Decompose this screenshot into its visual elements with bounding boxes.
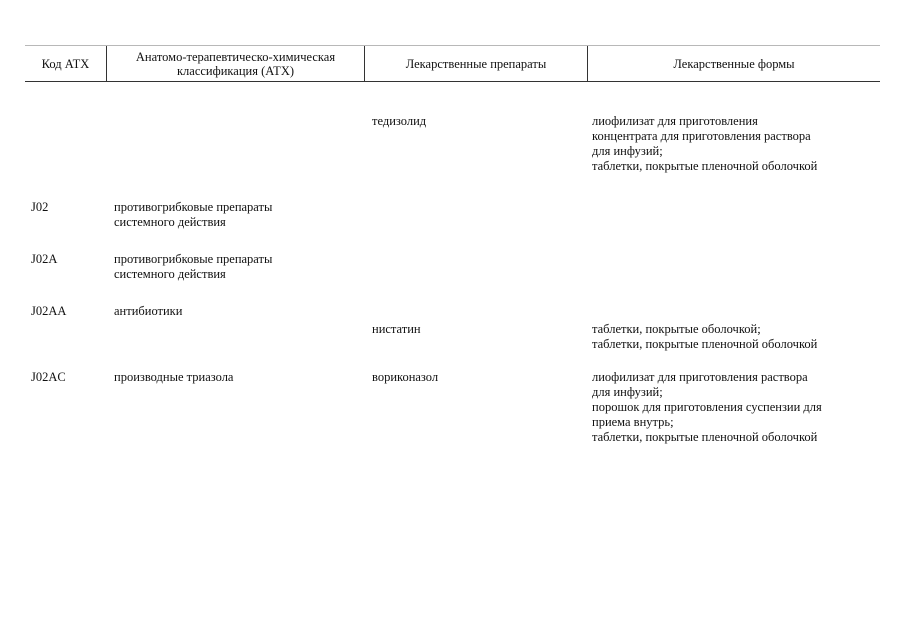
classification-line: антибиотики [114,304,183,318]
classification-line: противогрибковые препараты [114,252,273,266]
row-classification [114,252,364,282]
classification-line: системного действия [114,215,226,229]
header-classification: Анатомо-терапевтическо-химическая классификация (АТХ) [107,46,365,81]
row-drug: вориконазол [372,370,439,384]
form-line: таблетки, покрытые оболочкой; [592,322,761,336]
table-header [25,45,880,82]
row-code: J02 [31,200,49,214]
form-line: приема внутрь; [592,415,674,429]
row-forms [592,370,882,445]
form-line: таблетки, покрытые пленочной оболочкой [592,430,818,444]
row-classification [114,304,364,319]
header-drugs: Лекарственные препараты [365,46,588,81]
header-forms: Лекарственные формы [673,56,795,71]
form-line: таблетки, покрытые пленочной оболочкой [592,337,818,351]
classification-line: противогрибковые препараты [114,200,273,214]
row-code: J02AC [31,370,66,384]
header-code: Код АТХ [25,46,107,81]
form-line: порошок для приготовления суспензии для [592,400,822,414]
form-line: таблетки, покрытые пленочной оболочкой [592,159,818,173]
drug-table [25,45,880,444]
row-code: J02A [31,252,58,266]
classification-line: производные триазола [114,370,234,384]
form-line: для инфузий; [592,385,663,399]
row-drug: тедизолид [372,114,427,128]
form-line: для инфузий; [592,144,663,158]
row-forms [592,322,882,352]
classification-line: системного действия [114,267,226,281]
row-drug: нистатин [372,322,421,336]
row-classification [114,370,364,385]
form-line: лиофилизат для приготовления раствора [592,370,808,384]
form-line: концентрата для приготовления раствора [592,129,811,143]
row-code: J02AA [31,304,67,318]
row-classification [114,200,364,230]
row-forms [592,114,882,174]
form-line: лиофилизат для приготовления [592,114,758,128]
